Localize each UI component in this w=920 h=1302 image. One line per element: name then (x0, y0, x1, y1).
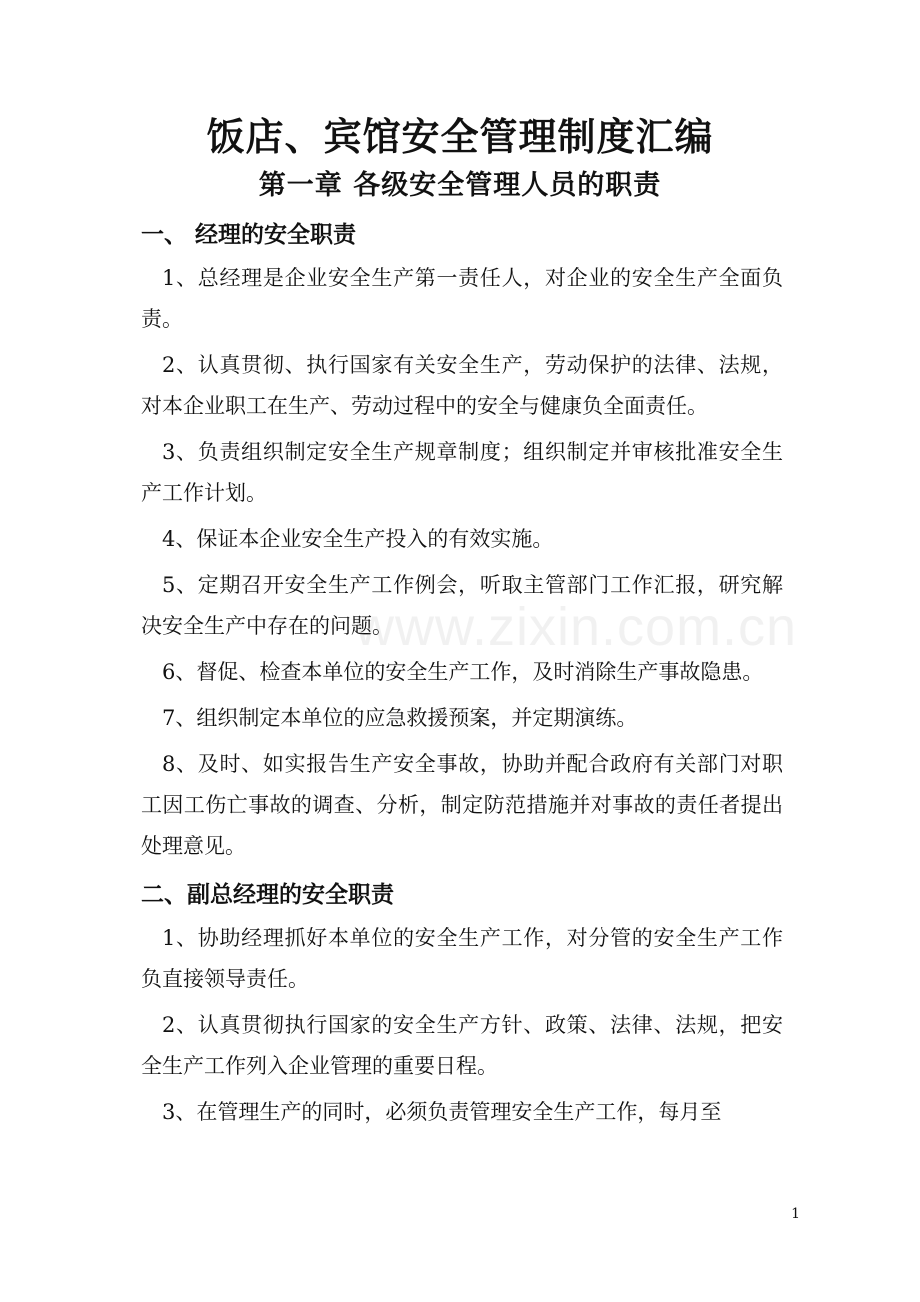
section-manager-duties (141, 212, 783, 867)
section-heading: 二、副总经理的安全职责 (141, 881, 394, 908)
chapter-title: 第一章 各级安全管理人员的职责 (258, 170, 662, 201)
paragraph: 7、组织制定本单位的应急救援预案，并定期演练。 (162, 706, 638, 730)
document-body (141, 212, 783, 1138)
section-deputy-manager-duties (141, 872, 783, 1133)
section-heading: 一、 经理的安全职责 (141, 221, 357, 248)
paragraph: 2、认真贯彻、执行国家有关安全生产，劳动保护的法律、法规，对本企业职工在生产、劳动过程中的安全与健康负全面责任。 (141, 353, 783, 418)
paragraph: 8、及时、如实报告生产安全事故，协助并配合政府有关部门对职工因工伤亡事故的调查、分析，制定防范措施并对事故的责任者提出处理意见。 (141, 752, 783, 858)
document-title: 饭店、宾馆安全管理制度汇编 (206, 114, 714, 159)
paragraph: 6、督促、检查本单位的安全生产工作，及时消除生产事故隐患。 (162, 660, 764, 684)
paragraph: 5、定期召开安全生产工作例会，听取主管部门工作汇报，研究解决安全生产中存在的问题。 (141, 573, 783, 638)
paragraph: 4、保证本企业安全生产投入的有效实施。 (162, 527, 554, 551)
paragraph: 3、在管理生产的同时，必须负责管理安全生产工作，每月至 (162, 1100, 722, 1124)
paragraph: 2、认真贯彻执行国家的安全生产方针、政策、法律、法规，把安全生产工作列入企业管理的重要日程。 (141, 1013, 783, 1078)
watermark: www.zixin.com.cn (355, 597, 798, 657)
paragraph: 1、总经理是企业安全生产第一责任人，对企业的安全生产全面负责。 (141, 266, 783, 331)
paragraph: 1、协助经理抓好本单位的安全生产工作，对分管的安全生产工作负直接领导责任。 (141, 926, 783, 991)
page-number: 1 (791, 1206, 800, 1222)
paragraph: 3、负责组织制定安全生产规章制度；组织制定并审核批准安全生产工作计划。 (141, 440, 783, 505)
